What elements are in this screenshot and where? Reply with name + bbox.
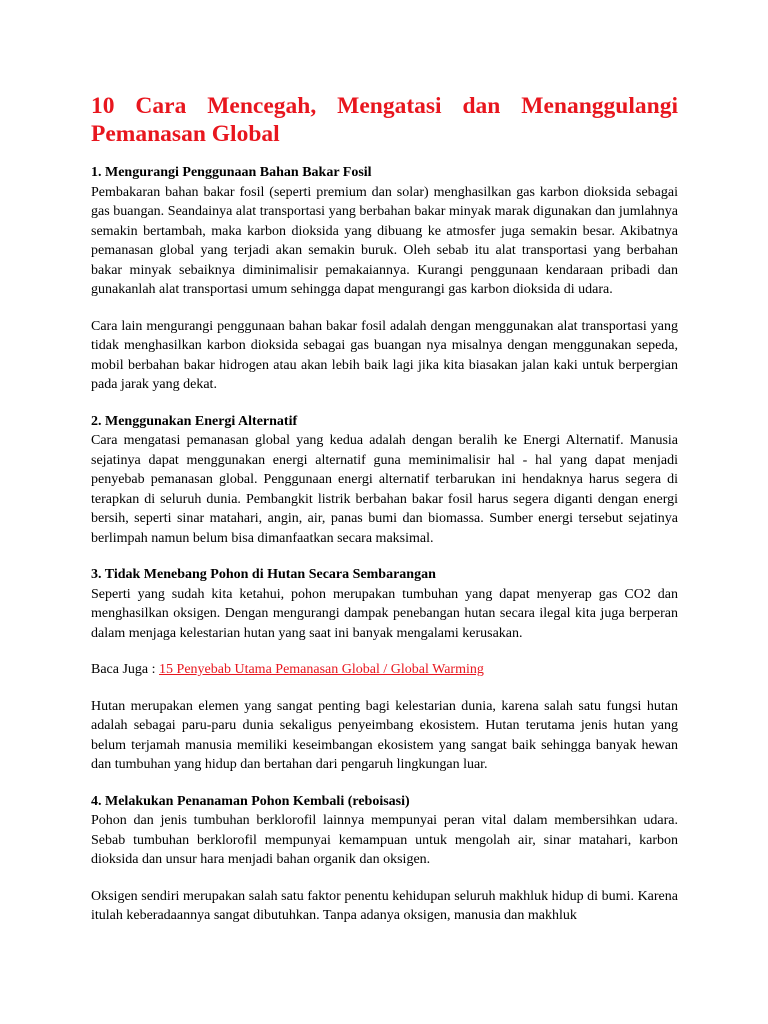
title-line-2: Pemanasan Global xyxy=(91,121,280,147)
paragraph: Oksigen sendiri merupakan salah satu faktor penentu kehidupan seluruh makhluk hidup di bumi. Karena itulah keberadaannya sangat dibutuhkan. Tanpa adanya oksigen, manusia dan makhluk xyxy=(91,888,678,923)
section-3 xyxy=(91,565,678,775)
paragraph: Pohon dan jenis tumbuhan berklorofil lainnya mempunyai peran vital dalam membersihkan udara. Sebab tumbuhan berklorofil mempunyai kemampuan untuk mengolah air, sinar matahari, karbon dioksida dan unsur hara menjadi bahan organik dan oksigen. xyxy=(91,813,678,867)
section-4 xyxy=(91,792,678,926)
document-title xyxy=(91,92,678,148)
read-also-label: Baca Juga : xyxy=(91,662,160,677)
section-heading: 2. Menggunakan Energi Alternatif xyxy=(91,413,298,429)
paragraph: Cara lain mengurangi penggunaan bahan bakar fosil adalah dengan menggunakan alat transportasi yang tidak menghasilkan karbon dioksida sebagai gas buangan nya misalnya dengan menggunakan sepeda, mobil berbahan bakar hidrogen atau akan lebih baik lagi jika kita biasakan jalan kaki untuk berpergian pada jarak yang dekat. xyxy=(91,318,678,392)
section-heading: 4. Melakukan Penanaman Pohon Kembali (reboisasi) xyxy=(91,793,410,809)
paragraph: Cara mengatasi pemanasan global yang kedua adalah dengan beralih ke Energi Alternatif. Manusia sejatinya dapat menggunakan energi alternatif guna meminimalisir hal - hal yang dapat menjadi penyebab pemanasan global. Penggunaan energi alternatif terbarukan ini hendaknya harus segera di terapkan di seluruh dunia. Pembangkit listrik berbahan bakar fosil harus segera diganti dengan energi bersih, seperti sinar matahari, angin, air, panas bumi dan biomassa. Sumber energi tersebut sejatinya berlimpah namun belum bisa dimanfaatkan secara maksimal. xyxy=(91,433,678,546)
paragraph: Hutan merupakan elemen yang sangat penting bagi kelestarian dunia, karena salah satu fungsi hutan adalah sebagai paru-paru dunia sekaligus penyeimbang ekosistem. Hutan terutama jenis hutan yang belum terjamah manusia memiliki keseimbangan ekosistem yang sangat baik sehingga banyak hewan dan tumbuhan yang hidup dan bertahan dari pengaruh lingkungan luar. xyxy=(91,698,678,772)
paragraph: Pembakaran bahan bakar fosil (seperti premium dan solar) menghasilkan gas karbon dioksida sebagai gas buangan. Seandainya alat transportasi yang berbahan bakar minyak marak digunakan dan jumlahnya semakin bertambah, maka karbon dioksida yang dibuang ke atmosfer juga semakin besar. Akibatnya pemanasan global yang terjadi akan semakin buruk. Oleh sebab itu alat transportasi yang berbahan bakar minyak sebaiknya diminimalisir pemakaiannya. Kurangi penggunaan kendaraan pribadi dan gunakanlah alat transportasi umum sehingga dapat mengurangi gas karbon dioksida di udara. xyxy=(91,184,678,297)
paragraph: Seperti yang sudah kita ketahui, pohon merupakan tumbuhan yang dapat menyerap gas CO2 dan menghasilkan oksigen. Dengan mengurangi dampak penebangan hutan secara ilegal kita juga berperan dalam menjaga kelestarian hutan yang saat ini banyak mengalami kerusakan. xyxy=(91,586,678,641)
section-1 xyxy=(91,163,678,395)
read-also-line xyxy=(91,660,678,680)
section-2 xyxy=(91,412,678,549)
section-heading: 1. Mengurangi Penggunaan Bahan Bakar Fosil xyxy=(91,165,372,180)
read-also-link[interactable]: 15 Penyebab Utama Pemanasan Global / Global Warming xyxy=(159,662,484,677)
section-heading: 3. Tidak Menebang Pohon di Hutan Secara Sembarangan xyxy=(91,567,436,582)
title-line-1: 10 Cara Mencegah, Mengatasi dan Menanggulangi xyxy=(91,93,678,119)
